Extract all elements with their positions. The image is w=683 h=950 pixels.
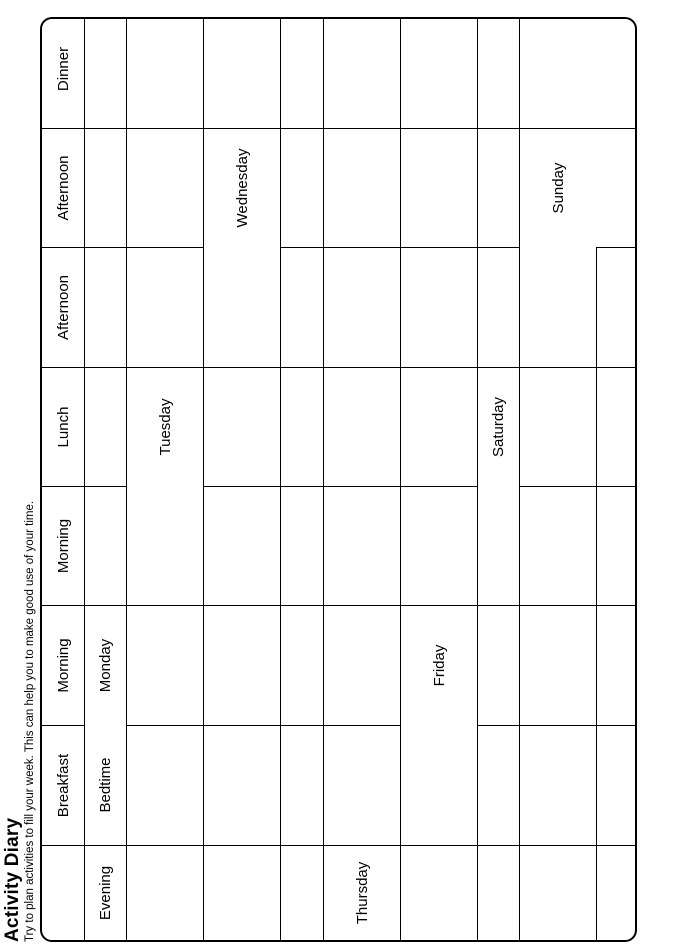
day-header: Wednesday <box>204 128 281 247</box>
diary-entry-cell[interactable] <box>597 128 637 247</box>
diary-entry-cell[interactable] <box>401 486 478 605</box>
period-header: Dinner <box>42 17 85 128</box>
diary-entry-cell[interactable] <box>478 486 520 605</box>
diary-entry-cell[interactable] <box>478 128 520 247</box>
day-header: Thursday <box>324 845 401 940</box>
diary-entry-cell[interactable] <box>85 128 127 247</box>
period-header: Afternoon <box>42 128 85 247</box>
corner-cell <box>42 845 85 940</box>
diary-entry-cell[interactable] <box>401 367 478 486</box>
diary-entry-cell[interactable] <box>85 486 127 605</box>
diary-entry-cell[interactable] <box>324 725 401 845</box>
diary-entry-cell[interactable] <box>324 605 401 725</box>
diary-entry-cell[interactable] <box>204 367 281 486</box>
diary-entry-cell[interactable] <box>520 17 597 128</box>
diary-entry-cell[interactable] <box>127 605 204 725</box>
diary-entry-cell[interactable] <box>281 845 324 940</box>
day-header: Saturday <box>478 367 520 486</box>
diary-entry-cell[interactable] <box>281 367 324 486</box>
diary-entry-cell[interactable] <box>597 845 637 940</box>
diary-entry-cell[interactable] <box>127 725 204 845</box>
diary-entry-cell[interactable] <box>324 486 401 605</box>
diary-entry-cell[interactable] <box>204 845 281 940</box>
diary-entry-cell[interactable] <box>478 247 520 367</box>
diary-entry-cell[interactable] <box>401 725 478 845</box>
diary-entry-cell[interactable] <box>85 367 127 486</box>
diary-entry-cell[interactable] <box>401 845 478 940</box>
diary-entry-cell[interactable] <box>520 247 597 367</box>
diary-entry-cell[interactable] <box>597 247 637 367</box>
diary-entry-cell[interactable] <box>281 486 324 605</box>
day-header: Tuesday <box>127 367 204 486</box>
period-header: Breakfast <box>42 725 85 845</box>
diary-table <box>40 17 637 942</box>
diary-entry-cell[interactable] <box>401 128 478 247</box>
diary-entry-cell[interactable] <box>85 17 127 128</box>
diary-entry-cell[interactable] <box>204 486 281 605</box>
day-header: Monday <box>85 605 127 725</box>
day-header: Friday <box>401 605 478 725</box>
diary-entry-cell[interactable] <box>520 605 597 725</box>
diary-entry-cell[interactable] <box>324 128 401 247</box>
period-header: Bedtime <box>85 725 127 845</box>
diary-entry-cell[interactable] <box>127 486 204 605</box>
diary-entry-cell[interactable] <box>597 725 637 845</box>
diary-entry-cell[interactable] <box>478 17 520 128</box>
page-title: Activity Diary <box>2 817 23 942</box>
diary-entry-cell[interactable] <box>127 128 204 247</box>
diary-entry-cell[interactable] <box>127 845 204 940</box>
diary-entry-cell[interactable] <box>281 128 324 247</box>
diary-entry-cell[interactable] <box>520 486 597 605</box>
diary-entry-cell[interactable] <box>324 367 401 486</box>
diary-entry-cell[interactable] <box>127 17 204 128</box>
diary-entry-cell[interactable] <box>127 247 204 367</box>
page-subtitle: Try to plan activities to fill your week. This can help you to make good use of your time. <box>24 500 36 942</box>
period-header: Evening <box>85 845 127 940</box>
diary-entry-cell[interactable] <box>520 367 597 486</box>
period-header: Morning <box>42 486 85 605</box>
diary-entry-cell[interactable] <box>324 247 401 367</box>
diary-entry-cell[interactable] <box>204 17 281 128</box>
day-header: Sunday <box>520 128 597 247</box>
period-header: Morning <box>42 605 85 725</box>
diary-entry-cell[interactable] <box>478 725 520 845</box>
diary-entry-cell[interactable] <box>204 247 281 367</box>
period-header: Lunch <box>42 367 85 486</box>
diary-entry-cell[interactable] <box>401 17 478 128</box>
diary-entry-cell[interactable] <box>324 17 401 128</box>
diary-entry-cell[interactable] <box>204 605 281 725</box>
diary-entry-cell[interactable] <box>478 605 520 725</box>
diary-entry-cell[interactable] <box>597 17 637 128</box>
diary-entry-cell[interactable] <box>520 725 597 845</box>
diary-entry-cell[interactable] <box>597 486 637 605</box>
diary-entry-cell[interactable] <box>85 247 127 367</box>
period-header: Afternoon <box>42 247 85 367</box>
diary-entry-cell[interactable] <box>597 367 637 486</box>
diary-entry-cell[interactable] <box>520 845 597 940</box>
diary-entry-cell[interactable] <box>281 605 324 725</box>
diary-entry-cell[interactable] <box>597 605 637 725</box>
diary-entry-cell[interactable] <box>401 247 478 367</box>
diary-entry-cell[interactable] <box>204 725 281 845</box>
diary-entry-cell[interactable] <box>281 247 324 367</box>
diary-entry-cell[interactable] <box>281 725 324 845</box>
diary-entry-cell[interactable] <box>478 845 520 940</box>
diary-entry-cell[interactable] <box>281 17 324 128</box>
